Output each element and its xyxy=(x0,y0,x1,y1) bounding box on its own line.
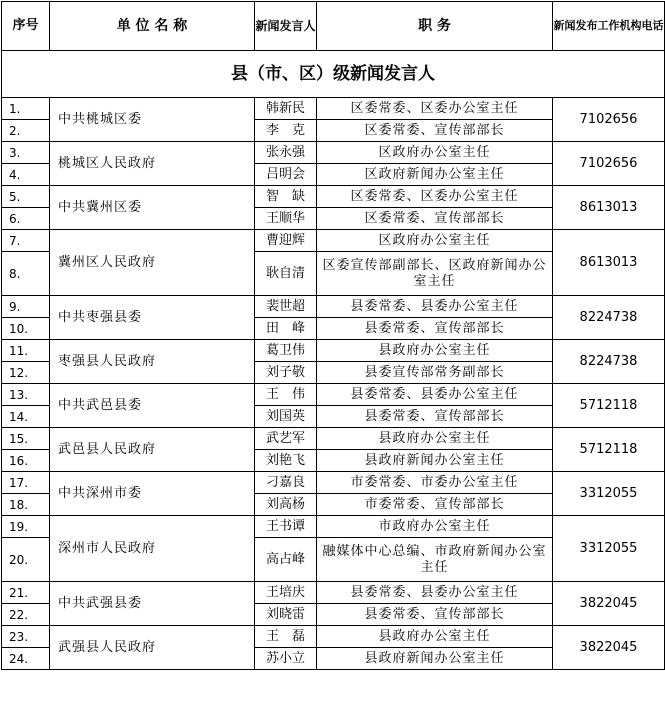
row-position: 县政府办公室主任 xyxy=(317,340,553,362)
row-unit: 中共枣强县委 xyxy=(50,296,255,340)
row-unit: 中共桃城区委 xyxy=(50,98,255,142)
row-position: 区委常委、区委办公室主任 xyxy=(317,98,553,120)
row-seq: 4. xyxy=(2,164,50,186)
row-seq: 19. xyxy=(2,516,50,538)
row-unit: 冀州区人民政府 xyxy=(50,230,255,296)
row-seq: 2. xyxy=(2,120,50,142)
row-seq: 20. xyxy=(2,538,50,582)
row-phone: 8613013 xyxy=(553,186,665,230)
spokesperson-table xyxy=(1,1,665,670)
row-unit: 中共武邑县委 xyxy=(50,384,255,428)
row-seq: 18. xyxy=(2,494,50,516)
row-unit: 深州市人民政府 xyxy=(50,516,255,582)
table-row xyxy=(2,230,665,252)
table-row xyxy=(2,296,665,318)
row-position: 县委常委、宣传部部长 xyxy=(317,604,553,626)
row-phone: 8224738 xyxy=(553,340,665,384)
row-spokesperson: 王 磊 xyxy=(255,626,317,648)
row-spokesperson: 耿自清 xyxy=(255,252,317,296)
row-position: 县委常委、宣传部部长 xyxy=(317,318,553,340)
row-seq: 9. xyxy=(2,296,50,318)
row-seq: 23. xyxy=(2,626,50,648)
table-row xyxy=(2,142,665,164)
row-spokesperson: 刁嘉良 xyxy=(255,472,317,494)
row-position: 区委常委、宣传部部长 xyxy=(317,120,553,142)
row-seq: 12. xyxy=(2,362,50,384)
row-unit: 中共深州市委 xyxy=(50,472,255,516)
header-position: 职 务 xyxy=(317,2,553,51)
row-spokesperson: 王培庆 xyxy=(255,582,317,604)
section-title: 县（市、区）级新闻发言人 xyxy=(2,51,665,98)
table-row xyxy=(2,626,665,648)
row-spokesperson: 李 克 xyxy=(255,120,317,142)
row-position: 县委常委、县委办公室主任 xyxy=(317,384,553,406)
row-seq: 8. xyxy=(2,252,50,296)
row-position: 县政府新闻办公室主任 xyxy=(317,450,553,472)
row-unit: 桃城区人民政府 xyxy=(50,142,255,186)
header-unit: 单 位 名 称 xyxy=(50,2,255,51)
row-seq: 3. xyxy=(2,142,50,164)
row-seq: 22. xyxy=(2,604,50,626)
row-position: 县委常委、县委办公室主任 xyxy=(317,296,553,318)
row-spokesperson: 王 伟 xyxy=(255,384,317,406)
row-spokesperson: 刘高杨 xyxy=(255,494,317,516)
row-spokesperson: 田 峰 xyxy=(255,318,317,340)
table-row xyxy=(2,186,665,208)
row-phone: 7102656 xyxy=(553,142,665,186)
row-spokesperson: 吕明会 xyxy=(255,164,317,186)
row-position: 区政府办公室主任 xyxy=(317,230,553,252)
row-phone: 8613013 xyxy=(553,230,665,296)
row-spokesperson: 韩新民 xyxy=(255,98,317,120)
row-spokesperson: 智 缺 xyxy=(255,186,317,208)
table-row xyxy=(2,340,665,362)
row-unit: 中共武强县委 xyxy=(50,582,255,626)
row-phone: 3312055 xyxy=(553,516,665,582)
row-unit: 武邑县人民政府 xyxy=(50,428,255,472)
row-seq: 16. xyxy=(2,450,50,472)
row-seq: 14. xyxy=(2,406,50,428)
row-seq: 13. xyxy=(2,384,50,406)
row-seq: 10. xyxy=(2,318,50,340)
row-phone: 5712118 xyxy=(553,428,665,472)
row-position: 县委常委、县委办公室主任 xyxy=(317,582,553,604)
section-row xyxy=(2,51,665,98)
table-row xyxy=(2,582,665,604)
row-spokesperson: 王顺华 xyxy=(255,208,317,230)
row-phone: 3822045 xyxy=(553,626,665,670)
row-spokesperson: 苏小立 xyxy=(255,648,317,670)
row-phone: 3822045 xyxy=(553,582,665,626)
row-position: 市委常委、宣传部部长 xyxy=(317,494,553,516)
row-position: 区政府办公室主任 xyxy=(317,142,553,164)
table-row xyxy=(2,384,665,406)
row-seq: 17. xyxy=(2,472,50,494)
row-seq: 6. xyxy=(2,208,50,230)
table-row xyxy=(2,428,665,450)
row-spokesperson: 高占峰 xyxy=(255,538,317,582)
row-seq: 7. xyxy=(2,230,50,252)
row-position: 区委常委、区委办公室主任 xyxy=(317,186,553,208)
row-seq: 1. xyxy=(2,98,50,120)
table-row xyxy=(2,472,665,494)
row-unit: 中共冀州区委 xyxy=(50,186,255,230)
row-spokesperson: 王书谭 xyxy=(255,516,317,538)
row-position: 县委常委、宣传部部长 xyxy=(317,406,553,428)
row-spokesperson: 曹迎辉 xyxy=(255,230,317,252)
row-position: 融媒体中心总编、市政府新闻办公室主任 xyxy=(317,538,553,582)
row-spokesperson: 葛卫伟 xyxy=(255,340,317,362)
row-phone: 3312055 xyxy=(553,472,665,516)
row-spokesperson: 武艺军 xyxy=(255,428,317,450)
row-seq: 11. xyxy=(2,340,50,362)
row-phone: 8224738 xyxy=(553,296,665,340)
row-position: 县政府办公室主任 xyxy=(317,428,553,450)
row-seq: 5. xyxy=(2,186,50,208)
table-row xyxy=(2,98,665,120)
row-position: 县政府新闻办公室主任 xyxy=(317,648,553,670)
row-spokesperson: 裴世超 xyxy=(255,296,317,318)
row-phone: 5712118 xyxy=(553,384,665,428)
row-seq: 15. xyxy=(2,428,50,450)
row-position: 市政府办公室主任 xyxy=(317,516,553,538)
row-unit: 武强县人民政府 xyxy=(50,626,255,670)
header-spokesperson: 新闻发言人 xyxy=(255,2,317,51)
row-seq: 24. xyxy=(2,648,50,670)
row-position: 区委常委、宣传部部长 xyxy=(317,208,553,230)
header-phone: 新闻发布工作机构电话 xyxy=(553,2,665,51)
header-seq: 序号 xyxy=(2,2,50,51)
row-position: 县委宣传部常务副部长 xyxy=(317,362,553,384)
row-spokesperson: 刘艳飞 xyxy=(255,450,317,472)
row-spokesperson: 刘晓雷 xyxy=(255,604,317,626)
row-position: 县政府办公室主任 xyxy=(317,626,553,648)
row-phone: 7102656 xyxy=(553,98,665,142)
row-unit: 枣强县人民政府 xyxy=(50,340,255,384)
row-spokesperson: 张永强 xyxy=(255,142,317,164)
row-spokesperson: 刘国英 xyxy=(255,406,317,428)
row-spokesperson: 刘子敬 xyxy=(255,362,317,384)
table-row xyxy=(2,516,665,538)
row-position: 区委宣传部副部长、区政府新闻办公室主任 xyxy=(317,252,553,296)
header-row xyxy=(2,2,665,51)
row-position: 区政府新闻办公室主任 xyxy=(317,164,553,186)
row-seq: 21. xyxy=(2,582,50,604)
row-position: 市委常委、市委办公室主任 xyxy=(317,472,553,494)
